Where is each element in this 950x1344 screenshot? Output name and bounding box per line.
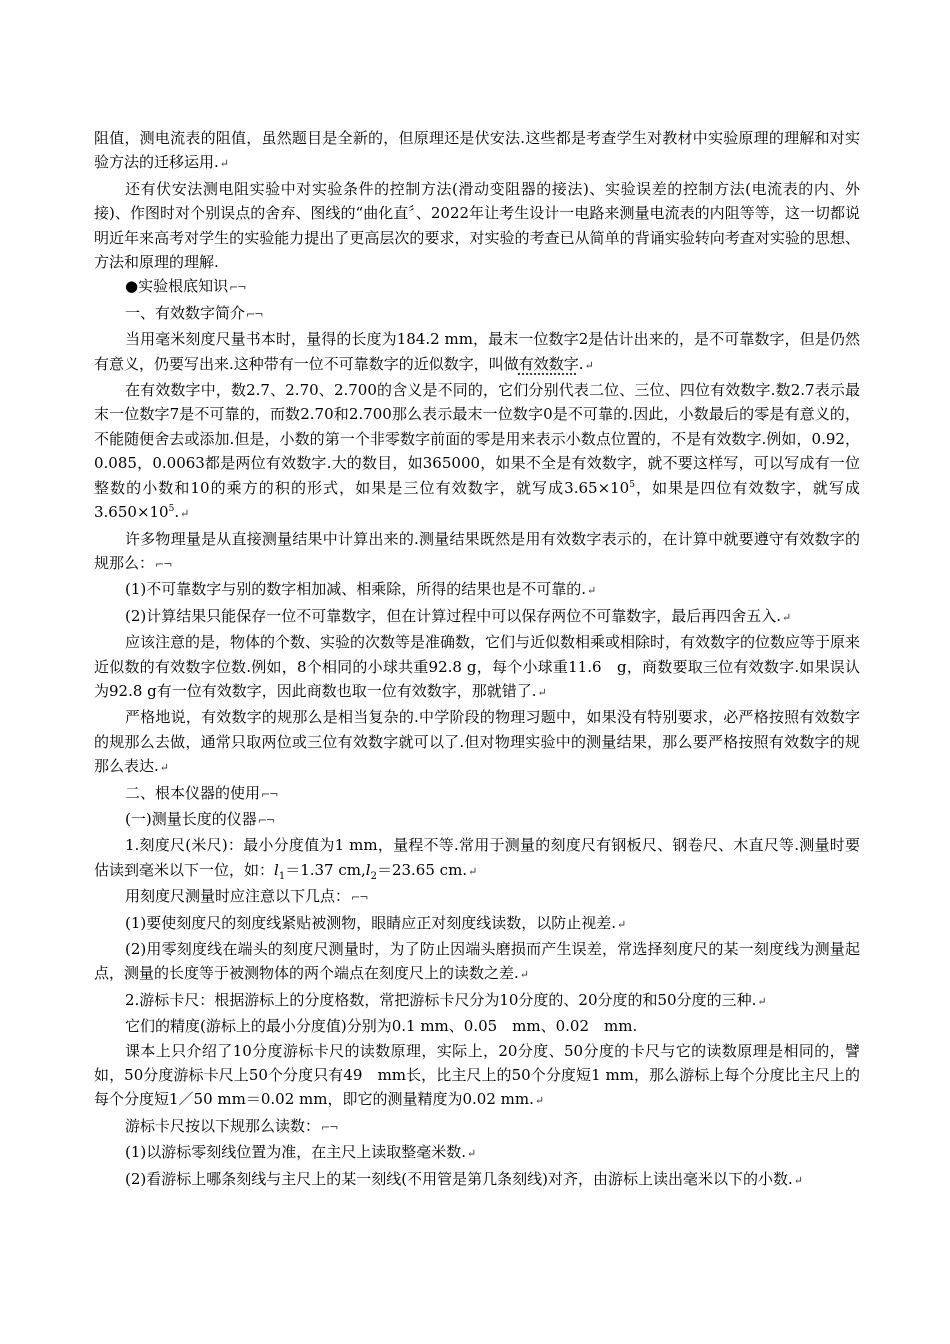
subheading (94, 807, 860, 833)
line-break-mark-icon: ⌐¬ (321, 1120, 338, 1134)
paragraph (94, 1039, 860, 1114)
subheading-text: (一)测量长度的仪器 (125, 809, 257, 828)
subscript: 2 (370, 870, 377, 882)
paragraph-text: 它们的精度(游标上的最小分度值)分别为0.1 mm、0.05 mm、0.02 mm. (125, 1017, 638, 1036)
line-break-mark-icon: ⌐¬ (261, 787, 278, 801)
emphasis-term: 有效数字 (518, 354, 579, 373)
paragraph-text: 当用毫米刻度尺量书本时，量得的长度为184.2 mm，最末一位数字2是估计出来的，是不可靠数字，但是仍然有意义，仍要写出来.这种带有一位不可靠数字的近似数字，叫做 (94, 330, 860, 373)
paragraph-mark-icon: ↵ (468, 864, 477, 878)
list-item-text: (1)以游标零刻线位置为准，在主尺上读取整毫米数. (125, 1143, 467, 1162)
line-break-mark-icon: ⌐¬ (155, 557, 172, 571)
list-item (94, 937, 860, 988)
section-marker (94, 274, 860, 300)
paragraph (94, 884, 860, 910)
paragraph (94, 988, 860, 1014)
subscript: 1 (278, 870, 286, 882)
paragraph (94, 177, 860, 275)
list-item (94, 577, 860, 603)
paragraph-mark-icon: ↵ (467, 1147, 476, 1161)
list-item-text: (1)要使刻度尺的刻度线紧贴被测物，眼睛应正对刻度线读数，以防止视差. (125, 913, 617, 932)
paragraph-mark-icon: ↵ (537, 685, 546, 699)
list-item-text: (2)看游标上哪条刻线与主尺上的某一刻线(不用管是第几条刻线)对齐，由游标上读出毫米以下的小数. (125, 1169, 793, 1188)
paragraph-text: 应该注意的是，物体的个数、实验的次数等是准确数，它们与近似数相乘或相除时，有效数字的位数应等于原来近似数的有效数字位数.例如，8个相同的小球共重92.8 g，每个小球重11.6 g，商数要取三位有效数字.如果误认为92.8 g有一位有效数字，因此商数也取一位有效数字，那就错了. (94, 633, 861, 700)
paragraph (94, 705, 860, 780)
heading-text: 二、根本仪器的使用 (125, 783, 261, 802)
section-marker-text: ●实验根底知识 (125, 277, 229, 296)
list-item (94, 604, 860, 630)
paragraph (94, 527, 860, 578)
paragraph-text: 许多物理量是从直接测量结果中计算出来的.测量结果既然是用有效数字表示的，在计算中就要遵守有效数字的规那么： (94, 529, 860, 572)
paragraph-mark-icon: ↵ (534, 1094, 544, 1108)
paragraph-mark-icon: ↵ (159, 761, 168, 775)
paragraph-text: . (174, 503, 180, 522)
line-break-mark-icon: ⌐¬ (351, 891, 368, 905)
paragraph (94, 1114, 860, 1140)
paragraph-mark-icon: ↵ (219, 157, 228, 171)
heading (94, 301, 860, 327)
paragraph-mark-icon: ↵ (617, 917, 626, 931)
paragraph-text: 1.刻度尺(米尺)：最小分度值为1 mm，量程不等.常用于测量的刻度尺有钢板尺、钢卷尺、木直尺等.测量时要估读到毫米以下一位，如： (94, 836, 860, 879)
variable: l (365, 860, 371, 879)
line-break-mark-icon: ⌐¬ (229, 281, 246, 295)
paragraph-text: 还有伏安法测电阻实验中对实验条件的控制方法(滑动变阻器的接法)、实验误差的控制方法(电流表的内、外接)、作图时对个别误点的舍弃、图线的“曲化直〞、2022年让考生设计一电路来测量电流表的内阻等等，这一切都说明近年来高考对学生的实验能力提出了更高层次的要求，对实验的考查已从简单的背诵实验转向考查对实验的思想、方法和原理的理解. (94, 179, 860, 272)
paragraph-text: . (578, 354, 584, 373)
paragraph-mark-icon: ↵ (584, 358, 593, 372)
paragraph-mark-icon: ↵ (757, 994, 766, 1008)
exponent: 5 (168, 504, 175, 515)
paragraph-text: 阻值，测电流表的阻值，虽然题目是全新的，但原理还是伏安法.这些都是考查学生对教材中实验原理的理解和对实验方法的迁移运用. (94, 129, 860, 172)
heading-text: 一、有效数字简介 (125, 303, 246, 322)
line-break-mark-icon: ⌐¬ (246, 307, 263, 321)
heading (94, 781, 860, 807)
paragraph (94, 630, 860, 705)
paragraph-text: 严格地说，有效数字的规那么是相当复杂的.中学阶段的物理习题中，如果没有特别要求，必严格按照有效数字的规那么去做，通常只取两位或三位有效数字就可以了.但对物理实验中的测量结果，那么要严格按照有效数字的规那么表达. (94, 708, 860, 776)
paragraph (94, 126, 860, 177)
exponent: 5 (629, 479, 635, 490)
paragraph-text: 课本上只介绍了10分度游标卡尺的读数原理，实际上，20分度、50分度的卡尺与它的读数原理是相同的，譬如，50分度游标卡尺上50个分度只有49 mm长，比主尺上的50个分度短1 mm，那么游标上每个分度比主尺上的每个分度短1／50 mm＝0.02 mm，即它的测量精度为0.02 mm. (94, 1041, 860, 1109)
paragraph-mark-icon: ↵ (793, 1173, 802, 1187)
list-item-text: (1)不可靠数字与别的数字相加减、相乘除，所得的结果也是不可靠的. (125, 580, 587, 599)
list-item-text: (2)计算结果只能保存一位不可靠数字，但在计算过程中可以保存两位不可靠数字，最后再四舍五入. (125, 606, 782, 625)
list-item-text: (2)用零刻度线在端头的刻度尺测量时，为了防止因端头磨损而产生误差，常选择刻度尺的某一刻度线为测量起点，测量的长度等于被测物体的两个端点在刻度尺上的读数之差. (94, 940, 860, 983)
paragraph (94, 327, 860, 378)
paragraph-text: ＝23.65 cm. (376, 860, 468, 879)
paragraph-mark-icon: ↵ (519, 968, 528, 982)
paragraph (94, 833, 860, 884)
paragraph (94, 1014, 860, 1038)
paragraph-text: 在有效数字中，数2.7、2.70、2.700的含义是不同的，它们分别代表二位、三位、四位有效数字.数2.7表示最末一位数字7是不可靠的，而数2.70和2.700那么表示最末一位数字0是不可靠的.因此，小数最后的零是有意义的，不能随便舍去或添加.但是，小数的第一个非零数字前面的零是用来表示小数点位置的，不是有效数字.例如，0.92，0.085，0.0063都是两位有效数字.大的数目，如365000，如果不全是有效数字，就不要这样写，可以写成有一位整数的小数和10的乘方的积的形式，如果是三位有效数字，就写成3.65×10 (94, 381, 860, 497)
paragraph-mark-icon: ↵ (587, 584, 596, 598)
paragraph-text: 2.游标卡尺：根据游标上的分度格数，常把游标卡尺分为10分度的、20分度的和50分度的三种. (125, 990, 757, 1009)
paragraph-mark-icon: ↵ (782, 610, 791, 624)
paragraph-text: ＝1.37 cm, (285, 860, 366, 879)
paragraph-mark-icon: ↵ (180, 507, 189, 521)
paragraph-text: 游标卡尺按以下规那么读数： (125, 1116, 321, 1135)
list-item (94, 1167, 860, 1193)
variable: l (274, 860, 279, 879)
paragraph-text: ，如果是四位有效数字，就写成3.650×10 (94, 478, 860, 522)
paragraph (94, 378, 860, 526)
document-page (94, 126, 860, 1193)
paragraph-text: 用刻度尺测量时应注意以下几点： (125, 887, 351, 906)
list-item (94, 911, 860, 937)
list-item (94, 1140, 860, 1166)
line-break-mark-icon: ⌐¬ (257, 813, 275, 827)
